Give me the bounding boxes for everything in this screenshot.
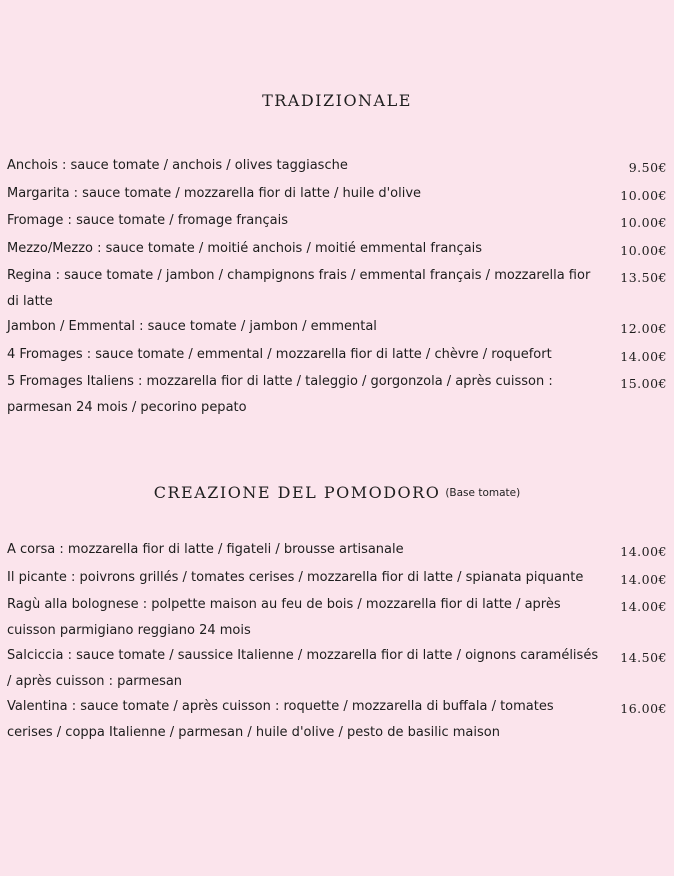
section-note: (Base tomate) bbox=[445, 487, 521, 499]
menu-item bbox=[7, 208, 667, 236]
menu-item bbox=[7, 643, 667, 694]
item-price: 14.00€ bbox=[620, 348, 667, 364]
item-price: 14.00€ bbox=[620, 544, 667, 559]
item-description: Il picante : poivrons grillés / tomates cerises / mozzarella fior di latte / spianata piquante bbox=[7, 569, 584, 585]
item-description: Valentina : sauce tomate / après cuisson : roquette / mozzarella di buffala / tomates cerises / coppa Italienne / parmesan / huile d'olive / pesto de basilic maison bbox=[7, 699, 554, 740]
menu-item bbox=[7, 314, 667, 342]
menu-list-creazione bbox=[7, 537, 667, 745]
menu-list-tradizionale bbox=[7, 153, 667, 420]
item-price: 10.00€ bbox=[620, 242, 667, 258]
menu-item bbox=[7, 694, 667, 745]
menu-item bbox=[7, 236, 667, 264]
item-description: Margarita : sauce tomate / mozzarella fior di latte / huile d'olive bbox=[7, 185, 422, 201]
item-description: A corsa : mozzarella fior di latte / figateli / brousse artisanale bbox=[7, 542, 404, 557]
item-price: 16.00€ bbox=[620, 701, 667, 716]
section-title-tradizionale bbox=[0, 91, 674, 110]
item-description: Salciccia : sauce tomate / saussice Italienne / mozzarella fior di latte / oignons caramélisés / après cuisson : parmesan bbox=[7, 648, 599, 689]
item-price: 15.00€ bbox=[620, 376, 667, 391]
menu-item bbox=[7, 153, 667, 181]
item-description: 5 Fromages Italiens : mozzarella fior di latte / taleggio / gorgonzola / après cuisson : parmesan 24 mois / pecorino pepato bbox=[7, 374, 553, 415]
item-description: Ragù alla bolognese : polpette maison au feu de bois / mozzarella fior di latte / après cuisson parmigiano reggiano 24 mois bbox=[7, 597, 561, 638]
item-price: 10.00€ bbox=[620, 215, 667, 230]
item-description: Fromage : sauce tomate / fromage français bbox=[7, 213, 288, 228]
item-price: 10.00€ bbox=[620, 187, 667, 203]
item-price: 14.00€ bbox=[620, 571, 667, 587]
menu-item bbox=[7, 263, 667, 314]
item-description: Mezzo/Mezzo : sauce tomate / moitié anchois / moitié emmental français bbox=[7, 240, 483, 256]
menu-item bbox=[7, 181, 667, 209]
menu-item bbox=[7, 592, 667, 643]
item-description: Regina : sauce tomate / jambon / champignons frais / emmental français / mozzarella fior di latte bbox=[7, 268, 591, 309]
menu-item bbox=[7, 565, 667, 593]
menu-item bbox=[7, 537, 667, 565]
section-title-creazione bbox=[0, 483, 674, 502]
item-description: 4 Fromages : sauce tomate / emmental / mozzarella fior di latte / chèvre / roquefort bbox=[7, 346, 552, 362]
menu-item bbox=[7, 369, 667, 420]
item-price: 9.50€ bbox=[628, 160, 667, 175]
section-title-text: CREAZIONE DEL POMODORO bbox=[153, 483, 441, 502]
item-price: 12.00€ bbox=[620, 321, 667, 336]
menu-item bbox=[7, 342, 667, 370]
section-title-text: TRADIZIONALE bbox=[262, 91, 412, 110]
item-price: 14.00€ bbox=[620, 599, 667, 614]
item-description: Anchois : sauce tomate / anchois / olives taggiasche bbox=[7, 158, 348, 173]
item-price: 13.50€ bbox=[620, 270, 667, 285]
item-price: 14.50€ bbox=[620, 650, 667, 665]
item-description: Jambon / Emmental : sauce tomate / jambon / emmental bbox=[7, 319, 377, 334]
